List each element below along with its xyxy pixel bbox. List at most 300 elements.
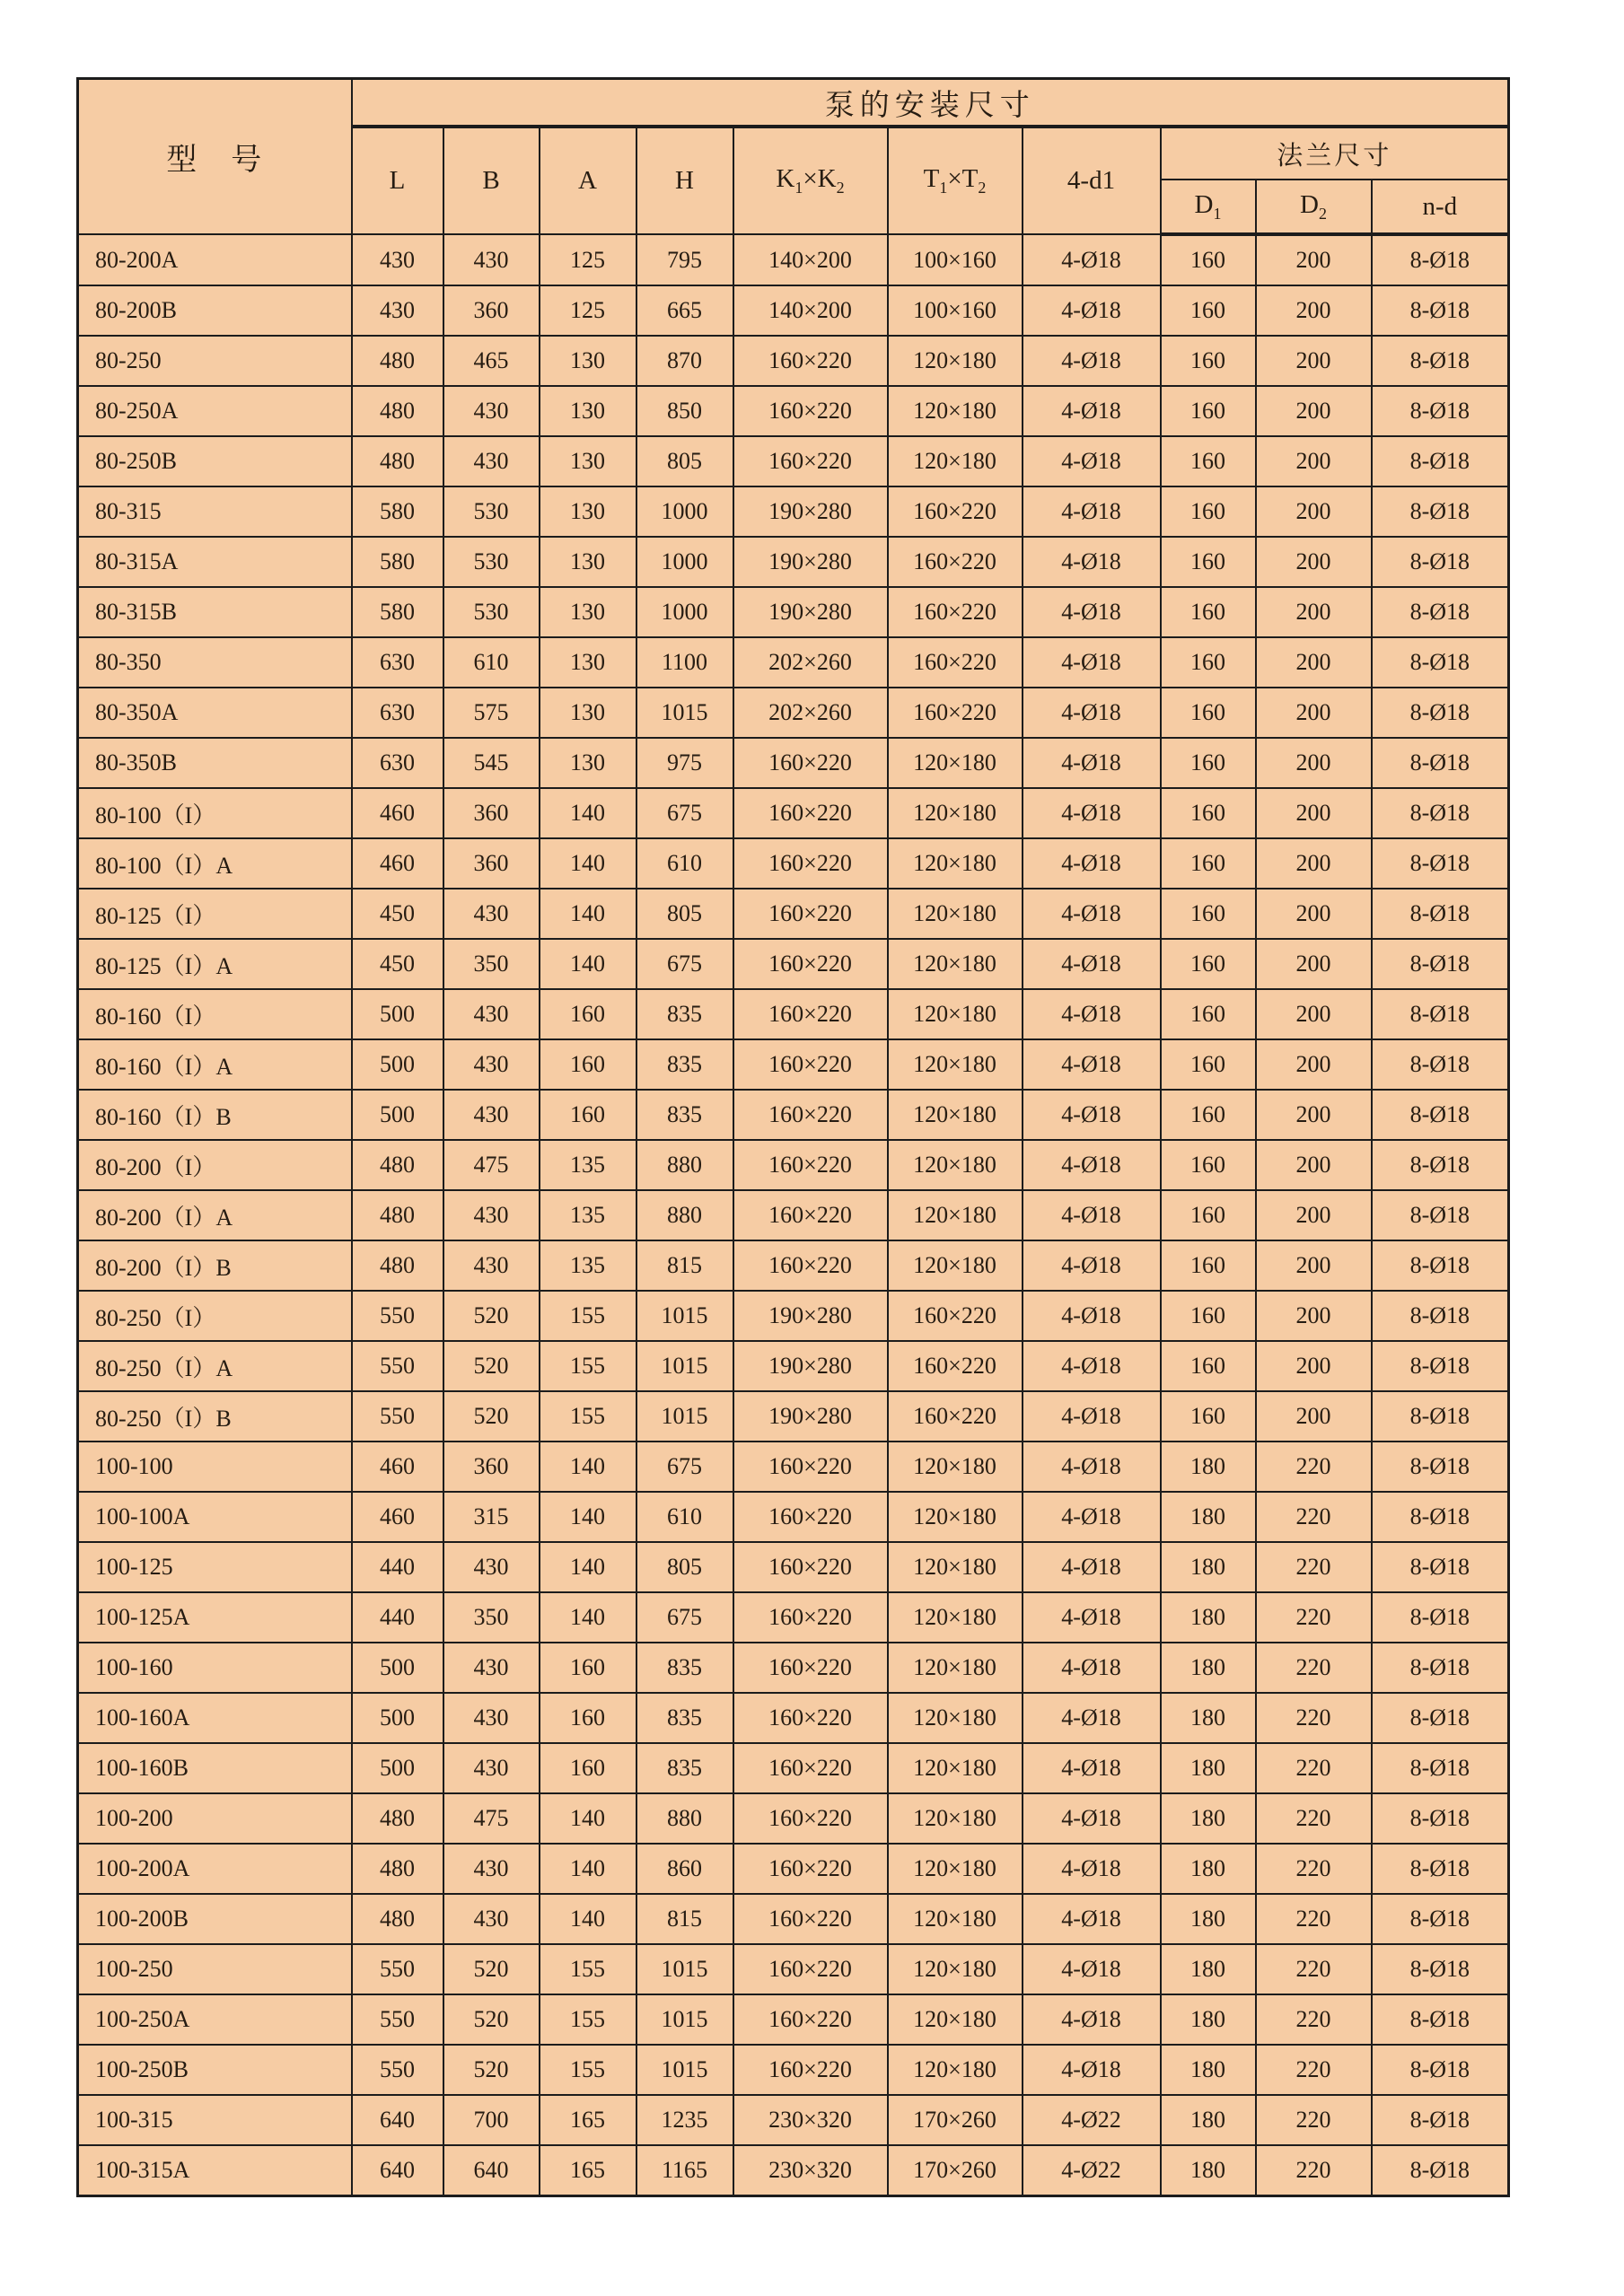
cell-4d1: 4-Ø18: [1023, 1039, 1161, 1090]
cell-nd: 8-Ø18: [1372, 537, 1509, 587]
cell-model: 80-315: [78, 486, 352, 537]
col-header-T1xT2: $T_1\times T_2$: [888, 127, 1023, 234]
cell-4d1: 4-Ø18: [1023, 2045, 1161, 2095]
col-header-install-dims: 泵的安装尺寸: [352, 79, 1509, 127]
cell-A: 130: [540, 587, 636, 637]
cell-L: 480: [352, 1140, 443, 1190]
cell-L: 440: [352, 1592, 443, 1643]
cell-D1: 180: [1161, 1442, 1256, 1492]
cell-A: 130: [540, 537, 636, 587]
cell-K1xK2: 190×280: [733, 1291, 888, 1341]
cell-D1: 180: [1161, 1944, 1256, 1994]
cell-model: 100-160: [78, 1643, 352, 1693]
cell-L: 480: [352, 1844, 443, 1894]
table-row: [78, 486, 1509, 537]
table-row: [78, 1844, 1509, 1894]
cell-T1xT2: 120×180: [888, 788, 1023, 838]
cell-L: 480: [352, 1793, 443, 1844]
cell-model: 80-250: [78, 336, 352, 386]
cell-nd: 8-Ø18: [1372, 688, 1509, 738]
cell-L: 580: [352, 486, 443, 537]
table-row: [78, 738, 1509, 788]
cell-K1xK2: 190×280: [733, 486, 888, 537]
table-row: [78, 1994, 1509, 2045]
cell-K1xK2: 190×280: [733, 1391, 888, 1442]
cell-D2: 220: [1256, 1994, 1372, 2045]
cell-A: 160: [540, 1743, 636, 1793]
cell-K1xK2: 160×220: [733, 738, 888, 788]
cell-nd: 8-Ø18: [1372, 1240, 1509, 1291]
cell-H: 1015: [636, 1391, 733, 1442]
cell-B: 520: [443, 2045, 540, 2095]
cell-model: 80-350A: [78, 688, 352, 738]
cell-B: 430: [443, 1240, 540, 1291]
cell-A: 135: [540, 1240, 636, 1291]
table-row: [78, 1643, 1509, 1693]
cell-D1: 160: [1161, 788, 1256, 838]
cell-nd: 8-Ø18: [1372, 1140, 1509, 1190]
cell-B: 430: [443, 1844, 540, 1894]
cell-H: 975: [636, 738, 733, 788]
table-row: [78, 1894, 1509, 1944]
cell-L: 550: [352, 1341, 443, 1391]
cell-A: 130: [540, 637, 636, 688]
cell-L: 480: [352, 1894, 443, 1944]
cell-D2: 200: [1256, 1240, 1372, 1291]
cell-A: 140: [540, 1894, 636, 1944]
cell-H: 795: [636, 234, 733, 285]
cell-4d1: 4-Ø18: [1023, 688, 1161, 738]
cell-A: 155: [540, 1291, 636, 1341]
cell-H: 835: [636, 1743, 733, 1793]
table-row: [78, 436, 1509, 486]
cell-nd: 8-Ø18: [1372, 1090, 1509, 1140]
cell-4d1: 4-Ø18: [1023, 1442, 1161, 1492]
cell-H: 835: [636, 1693, 733, 1743]
cell-D1: 160: [1161, 939, 1256, 989]
cell-H: 675: [636, 1442, 733, 1492]
cell-4d1: 4-Ø18: [1023, 1693, 1161, 1743]
table-row: [78, 637, 1509, 688]
cell-H: 835: [636, 1090, 733, 1140]
cell-D2: 200: [1256, 889, 1372, 939]
table-row: [78, 1090, 1509, 1140]
cell-4d1: 4-Ø18: [1023, 637, 1161, 688]
cell-nd: 8-Ø18: [1372, 788, 1509, 838]
cell-B: 610: [443, 637, 540, 688]
cell-L: 430: [352, 234, 443, 285]
cell-D1: 160: [1161, 386, 1256, 436]
cell-A: 165: [540, 2145, 636, 2196]
cell-T1xT2: 120×180: [888, 889, 1023, 939]
cell-H: 610: [636, 838, 733, 889]
cell-model: 100-250B: [78, 2045, 352, 2095]
table-row: [78, 2045, 1509, 2095]
cell-nd: 8-Ø18: [1372, 1492, 1509, 1542]
cell-4d1: 4-Ø18: [1023, 939, 1161, 989]
cell-B: 475: [443, 1793, 540, 1844]
cell-4d1: 4-Ø22: [1023, 2145, 1161, 2196]
cell-A: 130: [540, 386, 636, 436]
cell-K1xK2: 160×220: [733, 1844, 888, 1894]
cell-model: 100-200B: [78, 1894, 352, 1944]
cell-D1: 180: [1161, 1743, 1256, 1793]
cell-L: 500: [352, 1693, 443, 1743]
cell-D2: 200: [1256, 637, 1372, 688]
table-row: [78, 1190, 1509, 1240]
table-row: [78, 788, 1509, 838]
cell-T1xT2: 120×180: [888, 1743, 1023, 1793]
cell-L: 500: [352, 1643, 443, 1693]
pump-dimension-table: [76, 77, 1510, 2197]
cell-T1xT2: 120×180: [888, 1039, 1023, 1090]
table-row: [78, 688, 1509, 738]
cell-D2: 200: [1256, 486, 1372, 537]
cell-H: 815: [636, 1894, 733, 1944]
cell-nd: 8-Ø18: [1372, 889, 1509, 939]
cell-L: 500: [352, 1039, 443, 1090]
cell-D1: 180: [1161, 2045, 1256, 2095]
cell-T1xT2: 120×180: [888, 1793, 1023, 1844]
cell-D2: 200: [1256, 234, 1372, 285]
cell-B: 545: [443, 738, 540, 788]
cell-nd: 8-Ø18: [1372, 1391, 1509, 1442]
table-row: [78, 587, 1509, 637]
cell-T1xT2: 120×180: [888, 989, 1023, 1039]
cell-B: 430: [443, 1894, 540, 1944]
cell-H: 610: [636, 1492, 733, 1542]
table-row: [78, 2095, 1509, 2145]
cell-D1: 160: [1161, 637, 1256, 688]
cell-K1xK2: 160×220: [733, 1944, 888, 1994]
table-row: [78, 1140, 1509, 1190]
cell-D1: 160: [1161, 1240, 1256, 1291]
cell-A: 160: [540, 989, 636, 1039]
cell-L: 480: [352, 1190, 443, 1240]
cell-K1xK2: 160×220: [733, 436, 888, 486]
cell-model: 80-250（I）A: [78, 1341, 352, 1391]
cell-T1xT2: 160×220: [888, 1391, 1023, 1442]
cell-A: 135: [540, 1140, 636, 1190]
cell-model: 100-315A: [78, 2145, 352, 2196]
cell-A: 130: [540, 336, 636, 386]
cell-T1xT2: 120×180: [888, 1844, 1023, 1894]
cell-4d1: 4-Ø18: [1023, 1140, 1161, 1190]
cell-model: 80-125（I）: [78, 889, 352, 939]
cell-nd: 8-Ø18: [1372, 436, 1509, 486]
cell-T1xT2: 120×180: [888, 1240, 1023, 1291]
col-header-A: A: [540, 127, 636, 234]
cell-nd: 8-Ø18: [1372, 1643, 1509, 1693]
cell-model: 80-100（I）A: [78, 838, 352, 889]
table-row: [78, 1592, 1509, 1643]
cell-K1xK2: 190×280: [733, 537, 888, 587]
cell-B: 520: [443, 1944, 540, 1994]
cell-H: 805: [636, 889, 733, 939]
cell-L: 550: [352, 2045, 443, 2095]
cell-nd: 8-Ø18: [1372, 1442, 1509, 1492]
cell-T1xT2: 120×180: [888, 738, 1023, 788]
cell-T1xT2: 170×260: [888, 2145, 1023, 2196]
cell-H: 880: [636, 1793, 733, 1844]
cell-K1xK2: 160×220: [733, 2045, 888, 2095]
cell-T1xT2: 160×220: [888, 688, 1023, 738]
cell-B: 430: [443, 386, 540, 436]
col-header-B: B: [443, 127, 540, 234]
col-header-D2: $D_2$: [1256, 180, 1372, 234]
cell-nd: 8-Ø18: [1372, 1542, 1509, 1592]
cell-A: 155: [540, 1341, 636, 1391]
cell-nd: 8-Ø18: [1372, 587, 1509, 637]
cell-D2: 220: [1256, 2095, 1372, 2145]
cell-A: 140: [540, 838, 636, 889]
cell-D1: 160: [1161, 1090, 1256, 1140]
cell-H: 1015: [636, 1994, 733, 2045]
cell-T1xT2: 120×180: [888, 1190, 1023, 1240]
cell-T1xT2: 120×180: [888, 939, 1023, 989]
cell-L: 480: [352, 436, 443, 486]
cell-L: 480: [352, 386, 443, 436]
cell-K1xK2: 160×220: [733, 1643, 888, 1693]
cell-H: 675: [636, 1592, 733, 1643]
cell-D2: 200: [1256, 1391, 1372, 1442]
cell-nd: 8-Ø18: [1372, 234, 1509, 285]
cell-B: 430: [443, 1542, 540, 1592]
cell-L: 630: [352, 738, 443, 788]
cell-nd: 8-Ø18: [1372, 1844, 1509, 1894]
cell-B: 530: [443, 587, 540, 637]
cell-D2: 220: [1256, 1442, 1372, 1492]
cell-H: 1015: [636, 1944, 733, 1994]
cell-T1xT2: 160×220: [888, 1291, 1023, 1341]
table-row: [78, 1542, 1509, 1592]
cell-K1xK2: 160×220: [733, 1793, 888, 1844]
cell-4d1: 4-Ø18: [1023, 1643, 1161, 1693]
cell-A: 165: [540, 2095, 636, 2145]
cell-nd: 8-Ø18: [1372, 386, 1509, 436]
cell-4d1: 4-Ø18: [1023, 285, 1161, 336]
cell-K1xK2: 160×220: [733, 1894, 888, 1944]
cell-D2: 200: [1256, 788, 1372, 838]
cell-D1: 160: [1161, 436, 1256, 486]
cell-A: 140: [540, 1844, 636, 1894]
cell-4d1: 4-Ø18: [1023, 336, 1161, 386]
cell-A: 155: [540, 1994, 636, 2045]
cell-L: 640: [352, 2095, 443, 2145]
col-header-L: L: [352, 127, 443, 234]
cell-D1: 160: [1161, 889, 1256, 939]
cell-4d1: 4-Ø18: [1023, 1844, 1161, 1894]
table-row: [78, 1291, 1509, 1341]
table-row: [78, 1793, 1509, 1844]
cell-L: 440: [352, 1542, 443, 1592]
col-header-H: H: [636, 127, 733, 234]
cell-D2: 200: [1256, 1140, 1372, 1190]
cell-L: 550: [352, 1291, 443, 1341]
cell-H: 1000: [636, 587, 733, 637]
cell-4d1: 4-Ø18: [1023, 436, 1161, 486]
cell-A: 160: [540, 1090, 636, 1140]
cell-nd: 8-Ø18: [1372, 1190, 1509, 1240]
cell-model: 80-200B: [78, 285, 352, 336]
table-row: [78, 1442, 1509, 1492]
cell-D2: 220: [1256, 1542, 1372, 1592]
table-row: [78, 336, 1509, 386]
cell-model: 80-200（I）B: [78, 1240, 352, 1291]
cell-nd: 8-Ø18: [1372, 738, 1509, 788]
cell-D1: 160: [1161, 1190, 1256, 1240]
cell-H: 860: [636, 1844, 733, 1894]
cell-B: 430: [443, 989, 540, 1039]
cell-K1xK2: 160×220: [733, 1039, 888, 1090]
cell-D1: 180: [1161, 1592, 1256, 1643]
cell-K1xK2: 160×220: [733, 1240, 888, 1291]
cell-A: 155: [540, 2045, 636, 2095]
cell-4d1: 4-Ø22: [1023, 2095, 1161, 2145]
cell-T1xT2: 120×180: [888, 1542, 1023, 1592]
cell-T1xT2: 120×180: [888, 1693, 1023, 1743]
cell-4d1: 4-Ø18: [1023, 537, 1161, 587]
cell-K1xK2: 160×220: [733, 838, 888, 889]
cell-D1: 180: [1161, 1542, 1256, 1592]
cell-A: 160: [540, 1039, 636, 1090]
cell-T1xT2: 120×180: [888, 1090, 1023, 1140]
cell-model: 100-250: [78, 1944, 352, 1994]
table-row: [78, 2145, 1509, 2196]
cell-D2: 220: [1256, 1643, 1372, 1693]
cell-4d1: 4-Ø18: [1023, 838, 1161, 889]
cell-K1xK2: 160×220: [733, 336, 888, 386]
cell-D2: 200: [1256, 587, 1372, 637]
cell-4d1: 4-Ø18: [1023, 788, 1161, 838]
table-row: [78, 1039, 1509, 1090]
cell-B: 465: [443, 336, 540, 386]
cell-model: 100-160A: [78, 1693, 352, 1743]
table-row: [78, 838, 1509, 889]
cell-D1: 160: [1161, 1391, 1256, 1442]
cell-H: 1000: [636, 537, 733, 587]
cell-K1xK2: 160×220: [733, 1994, 888, 2045]
table-row: [78, 939, 1509, 989]
cell-B: 430: [443, 889, 540, 939]
cell-D2: 220: [1256, 1592, 1372, 1643]
cell-T1xT2: 120×180: [888, 436, 1023, 486]
cell-T1xT2: 160×220: [888, 537, 1023, 587]
cell-H: 1015: [636, 688, 733, 738]
col-header-model: 型 号: [78, 79, 352, 235]
cell-model: 80-160（I）A: [78, 1039, 352, 1090]
cell-K1xK2: 202×260: [733, 637, 888, 688]
cell-T1xT2: 120×180: [888, 838, 1023, 889]
cell-nd: 8-Ø18: [1372, 1039, 1509, 1090]
cell-D2: 220: [1256, 1894, 1372, 1944]
cell-L: 480: [352, 336, 443, 386]
cell-4d1: 4-Ø18: [1023, 1090, 1161, 1140]
cell-A: 140: [540, 1442, 636, 1492]
cell-4d1: 4-Ø18: [1023, 738, 1161, 788]
cell-D1: 160: [1161, 1039, 1256, 1090]
cell-model: 80-250（I）: [78, 1291, 352, 1341]
table-row: [78, 285, 1509, 336]
cell-H: 835: [636, 989, 733, 1039]
cell-K1xK2: 160×220: [733, 1542, 888, 1592]
cell-D1: 160: [1161, 838, 1256, 889]
cell-B: 430: [443, 1090, 540, 1140]
cell-T1xT2: 100×160: [888, 234, 1023, 285]
cell-L: 430: [352, 285, 443, 336]
cell-H: 870: [636, 336, 733, 386]
cell-B: 430: [443, 1039, 540, 1090]
cell-nd: 8-Ø18: [1372, 2045, 1509, 2095]
cell-4d1: 4-Ø18: [1023, 989, 1161, 1039]
cell-L: 460: [352, 1492, 443, 1542]
cell-D2: 200: [1256, 688, 1372, 738]
cell-D1: 160: [1161, 285, 1256, 336]
cell-B: 430: [443, 1693, 540, 1743]
cell-T1xT2: 160×220: [888, 637, 1023, 688]
cell-H: 835: [636, 1643, 733, 1693]
cell-nd: 8-Ø18: [1372, 1894, 1509, 1944]
cell-K1xK2: 230×320: [733, 2145, 888, 2196]
cell-B: 430: [443, 1643, 540, 1693]
cell-D1: 180: [1161, 1643, 1256, 1693]
cell-D2: 200: [1256, 537, 1372, 587]
cell-D1: 180: [1161, 1693, 1256, 1743]
cell-B: 430: [443, 1190, 540, 1240]
cell-model: 100-315: [78, 2095, 352, 2145]
cell-D2: 200: [1256, 939, 1372, 989]
cell-T1xT2: 120×180: [888, 1643, 1023, 1693]
cell-L: 550: [352, 1944, 443, 1994]
cell-B: 575: [443, 688, 540, 738]
cell-B: 360: [443, 285, 540, 336]
cell-4d1: 4-Ø18: [1023, 1341, 1161, 1391]
cell-L: 500: [352, 1743, 443, 1793]
cell-4d1: 4-Ø18: [1023, 1743, 1161, 1793]
cell-H: 1100: [636, 637, 733, 688]
cell-A: 155: [540, 1944, 636, 1994]
table-row: [78, 537, 1509, 587]
cell-model: 80-250（I）B: [78, 1391, 352, 1442]
cell-H: 1000: [636, 486, 733, 537]
table-row: [78, 1391, 1509, 1442]
cell-L: 630: [352, 637, 443, 688]
cell-H: 815: [636, 1240, 733, 1291]
cell-4d1: 4-Ø18: [1023, 1492, 1161, 1542]
cell-A: 160: [540, 1643, 636, 1693]
cell-model: 80-125（I）A: [78, 939, 352, 989]
cell-nd: 8-Ø18: [1372, 939, 1509, 989]
cell-B: 520: [443, 1994, 540, 2045]
cell-L: 550: [352, 1391, 443, 1442]
cell-model: 80-315B: [78, 587, 352, 637]
cell-D2: 200: [1256, 838, 1372, 889]
cell-K1xK2: 190×280: [733, 1341, 888, 1391]
col-header-4d1: 4-d1: [1023, 127, 1161, 234]
cell-H: 675: [636, 788, 733, 838]
cell-K1xK2: 160×220: [733, 1693, 888, 1743]
table-row: [78, 1693, 1509, 1743]
table-row: [78, 1944, 1509, 1994]
cell-L: 460: [352, 838, 443, 889]
cell-K1xK2: 160×220: [733, 1190, 888, 1240]
cell-D1: 160: [1161, 688, 1256, 738]
cell-4d1: 4-Ø18: [1023, 234, 1161, 285]
cell-B: 530: [443, 486, 540, 537]
cell-K1xK2: 160×220: [733, 1090, 888, 1140]
col-header-flange-group: 法兰尺寸: [1161, 127, 1509, 180]
cell-D2: 200: [1256, 285, 1372, 336]
